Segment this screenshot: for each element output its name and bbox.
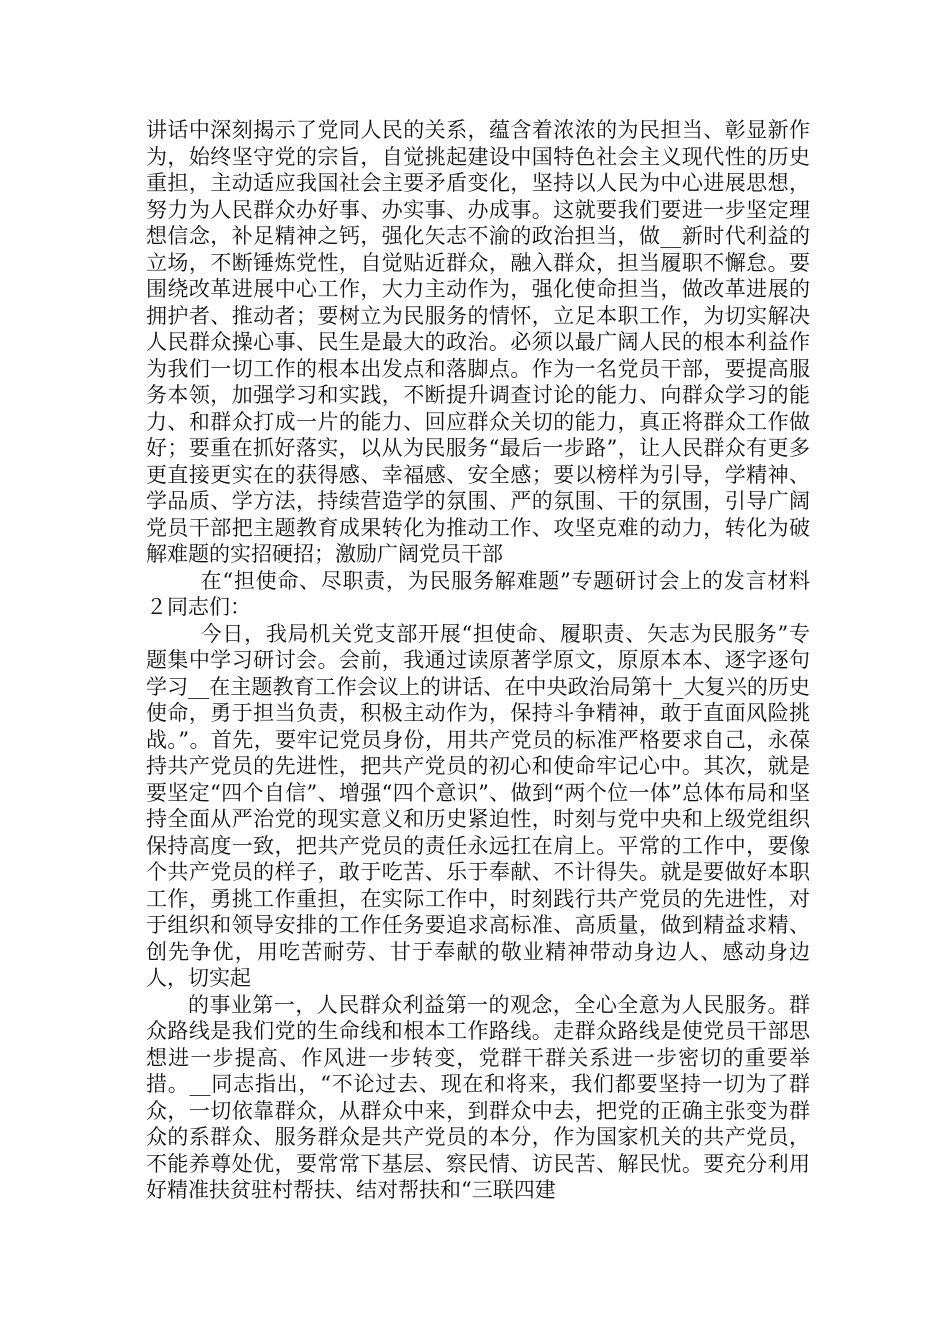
document-page: [146, 117, 810, 1204]
paragraph-mass-line: 的事业第一，人民群众利益第一的观念，全心全意为人民服务。群众路线是我们党的生命线和根本工作路线。走群众路线是使党员干部思想进一步提高、作风进一步转变，党群干群关系进一步密切的重要举措。__同志指出，“不论过去、现在和将来，我们都要坚持一切为了群众，一切依靠群众，从群众中来，到群众中去，把党的正确主张变为群众的系群众、服务群众是共产党员的本分，作为国家机关的共产党员，不能养尊处优，要常常下基层、察民情、访民苦、解民忧。要充分利用好精准扶贫驻村帮扶、结对帮扶和“三联四建: [146, 992, 810, 1202]
paragraph-section-heading: 在“担使命、尽职责，为民服务解难题”专题研讨会上的发言材料２同志们：: [146, 568, 810, 619]
paragraph-meeting-intro: 今日，我局机关党支部开展“担使命、履职责、矢志为民服务”专题集中学习研讨会。会前，我通过读原著学原文，原原本本、逐字逐句学习__在主题教育工作会议上的讲话、在中央政治局第十_大复兴的历史使命，勇于担当负责，积极主动作为，保持斗争精神，敢于直面风险挑战。”。首先，要牢记党员身份，用共产党员的标准严格要求自己，永葆持共产党员的先进性，把共产党员的初心和使命牢记心中。其次，就是要坚定“四个自信”、增强“四个意识”、做到“两个位一体”总体布局和坚持全面从严治党的现实意义和历史紧迫性，时刻与党中央和上级党组织保持高度一致，把共产党员的责任永远扛在肩上。平常的工作中，要像个共产党员的样子，敢于吃苦、乐于奉献、不计得失。就是要做好本职工作，勇挑工作重担，在实际工作中，时刻践行共产党员的先进性，对于组织和领导安排的工作任务要追求高标准、高质量，做到精益求精、创先争优，用吃苦耐劳、甘于奉献的敬业精神带动身边人、感动身边人，切实起: [146, 621, 810, 990]
paragraph-speech-continuation: 讲话中深刻揭示了党同人民的关系，蕴含着浓浓的为民担当、彰显新作为，始终坚守党的宗旨，自觉挑起建设中国特色社会主义现代性的历史重担，主动适应我国社会主要矛盾变化，坚持以人民为中心进展思想，努力为人民群众办好事、办实事、办成事。这就要我们要进一步坚定理想信念，补足精神之钙，强化矢志不渝的政治担当，做__新时代利益的立场，不断锤炼党性，自觉贴近群众，融入群众，担当履职不懈怠。要围绕改革进展中心工作，大力主动作为，强化使命担当，做改革进展的拥护者、推动者；要树立为民服务的情怀，立足本职工作，为切实解决人民群众操心事、民生是最大的政治。必须以最广阔人民的根本利益作为我们一切工作的根本出发点和落脚点。作为一名党员干部，要提高服务本领，加强学习和实践，不断提升调查讨论的能力、向群众学习的能力、和群众打成一片的能力、回应群众关切的能力，真正将群众工作做好；要重在抓好落实，以从为民服务“最后一步路”，让人民群众有更多更直接更实在的获得感、幸福感、安全感；要以榜样为引导，学精神、学品质、学方法，持续营造学的氛围、严的氛围、干的氛围，引导广阔党员干部把主题教育成果转化为推动工作、攻坚克难的动力，转化为破解难题的实招硬招；激励广阔党员干部: [146, 118, 810, 566]
